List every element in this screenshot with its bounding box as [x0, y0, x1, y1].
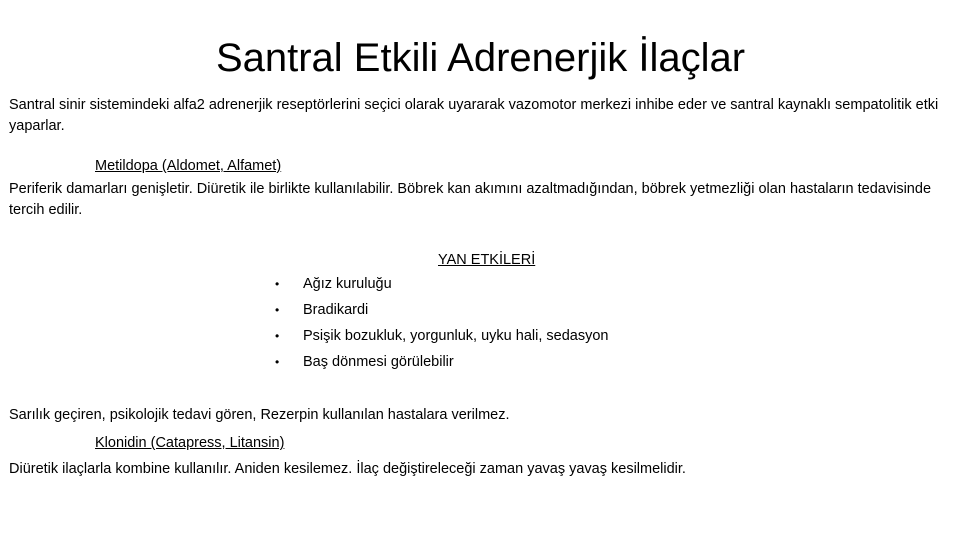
metildopa-heading: Metildopa (Aldomet, Alfamet) [95, 158, 282, 174]
bullet-icon: • [275, 303, 280, 317]
klonidin-heading: Klonidin (Catapress, Litansin) [95, 435, 285, 451]
list-item-text: Psişik bozukluk, yorgunluk, uyku hali, sedasyon [303, 328, 609, 344]
metildopa-paragraph: Periferik damarları genişletir. Diüretik ile birlikte kullanılabilir. Böbrek kan akımını azaltmadığından, böbrek yetmezliği olan hastaların tedavisinde tercih edilir. [9, 181, 932, 218]
klonidin-paragraph: Diüretik ilaçlarla kombine kullanılır. Aniden kesilemez. İlaç değiştireleceği zaman yavaş yavaş kesilmelidir. [9, 461, 686, 477]
list-item [272, 351, 608, 377]
bullet-icon: • [275, 329, 280, 343]
bullet-icon: • [275, 355, 280, 369]
list-item [272, 273, 608, 299]
intro-paragraph: Santral sinir sistemindeki alfa2 adrenerjik reseptörlerini seçici olarak uyararak vazomotor merkezi inhibe eder ve santral kaynaklı sempatolitik etki yaparlar. [9, 97, 939, 134]
bullet-icon: • [275, 277, 280, 291]
list-item [272, 325, 608, 351]
list-item-text: Baş dönmesi görülebilir [303, 354, 454, 370]
list-item [272, 299, 608, 325]
list-item-text: Ağız kuruluğu [303, 276, 392, 292]
side-effects-heading: YAN ETKİLERİ [438, 252, 536, 268]
slide-title: Santral Etkili Adrenerjik İlaçlar [215, 36, 746, 80]
list-item-text: Bradikardi [303, 302, 369, 318]
contraindication-paragraph: Sarılık geçiren, psikolojik tedavi gören, Rezerpin kullanılan hastalara verilmez. [9, 407, 510, 423]
side-effects-list [272, 273, 608, 377]
